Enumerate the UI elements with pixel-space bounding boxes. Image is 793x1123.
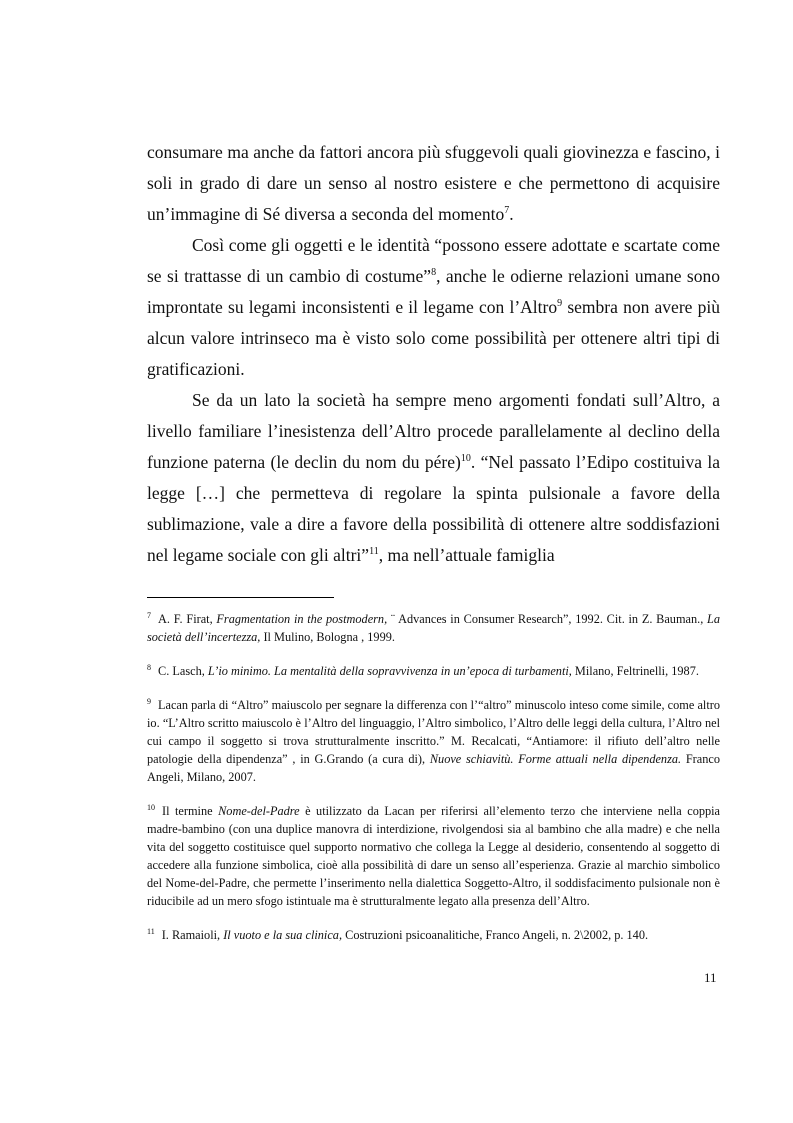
italic-text: Il vuoto e la sua clinica, xyxy=(223,928,343,942)
text: consumare ma anche da fattori ancora più sfuggevoli quali giovinezza e fascino, i soli in grado di dare un senso al nostro esistere e che permettono di acquisire un’immagine di Sé diversa a seconda del momento xyxy=(147,142,720,224)
text: A. F. Firat, xyxy=(158,612,217,626)
footnote-number: 7 xyxy=(147,611,151,620)
italic-text: Fragmentation in the postmodern, xyxy=(216,612,388,626)
text: Il termine xyxy=(162,804,219,818)
footnote-number: 9 xyxy=(147,697,151,706)
text: . xyxy=(509,204,514,224)
text: I. Ramaioli, xyxy=(161,928,224,942)
footnote-number: 8 xyxy=(147,663,151,672)
text: Franco Angeli, Milano, 2007. xyxy=(147,752,720,784)
footnote-8 xyxy=(147,662,720,680)
italic-text: La società dell’incertezza, xyxy=(147,612,721,644)
italic-text: L’io minimo. La mentalità della sopravvivenza in un’epoca di turbamenti, xyxy=(207,664,572,678)
paragraph-2 xyxy=(147,230,720,385)
italic-text: Nuove schiavitù. Forme attuali nella dipendenza. xyxy=(429,752,682,766)
text: , ma nell’attuale famiglia xyxy=(378,545,555,565)
footnote-separator xyxy=(147,597,334,598)
text: . “Nel passato l’Edipo costituiva la legge […] che permetteva di regolare la spinta pulsionale a favore della sublimazione, vale a dire a favore della possibilità di ottenere altre soddisfazioni nel legame sociale con gli altri” xyxy=(147,452,721,565)
text: ¨ Advances in Consumer Research”, 1992. Cit. in Z. Bauman., xyxy=(387,612,708,626)
footnote-ref-8[interactable]: 8 xyxy=(431,267,437,278)
text: , anche le odierne relazioni umane sono improntate su legami inconsistenti e il legame con l’Altro xyxy=(147,266,720,317)
paragraph-3 xyxy=(147,385,720,571)
footnote-number: 11 xyxy=(147,927,155,936)
footnote-7 xyxy=(147,610,720,646)
footnote-10 xyxy=(147,802,720,910)
text: Se da un lato la società ha sempre meno argomenti fondati sull’Altro, a livello familiare l’inesistenza dell’Altro procede parallelamente al declino della funzione paterna (le declin du nom du pére) xyxy=(147,390,720,472)
footnote-ref-10[interactable]: 10 xyxy=(460,453,471,464)
footnote-9 xyxy=(147,696,720,786)
page-body xyxy=(147,137,720,960)
text: sembra non avere più alcun valore intrinseco ma è visto solo come possibilità per ottenere altri tipi di gratificazioni. xyxy=(147,297,721,379)
footnote-11 xyxy=(147,926,720,944)
text: Costruzioni psicoanalitiche, Franco Angeli, n. 2\2002, p. 140. xyxy=(342,928,649,942)
page-number: 11 xyxy=(704,970,717,985)
text: Il Mulino, Bologna , 1999. xyxy=(260,630,395,644)
footnote-ref-11[interactable]: 11 xyxy=(369,546,379,557)
footnote-ref-7[interactable]: 7 xyxy=(504,205,510,216)
text: C. Lasch, xyxy=(158,664,208,678)
paragraph-1 xyxy=(147,137,720,230)
text: Così come gli oggetti e le identità “possono essere adottate e scartate come se si trattasse di un cambio di costume” xyxy=(147,235,720,286)
text: Milano, Feltrinelli, 1987. xyxy=(571,664,699,678)
footnote-ref-9[interactable]: 9 xyxy=(557,298,563,309)
footnote-number: 10 xyxy=(147,803,155,812)
text: è utilizzato da Lacan per riferirsi all’elemento terzo che interviene nella coppia madre-bambino (con una duplice manovra di interdizione, rivolgendosi sia al bambino che alla madre) e che nella vita del soggetto costituisce quel supporto normativo che collega la Legge al desiderio, consentendo al soggetto di accedere alla funzione simbolica, cioè alla possibilità di dare un senso all’esperienza. Grazie al marchio simbolico del Nome-del-Padre, che permette l’inserimento nella dialettica Soggetto-Altro, il soddisfacimento pulsionale non è riducibile ad un mero sfogo istintuale ma è strutturalmente legato alla presenza dell’Altro. xyxy=(147,804,721,908)
text: Lacan parla di “Altro” maiuscolo per segnare la differenza con l’“altro” minuscolo inteso come simile, come altro io. “L’Altro scritto maiuscolo è l’Altro del linguaggio, l’Altro simbolico, l’Altro delle leggi della cultura, l’Altro nel cui campo il soggetto si trova strutturalmente inscritto.” M. Recalcati, “Antiamore: il rifiuto dell’altro nelle patologie della dipendenza” , in G.Grando (a cura di), xyxy=(147,698,720,766)
italic-text: Nome-del-Padre xyxy=(218,804,300,818)
